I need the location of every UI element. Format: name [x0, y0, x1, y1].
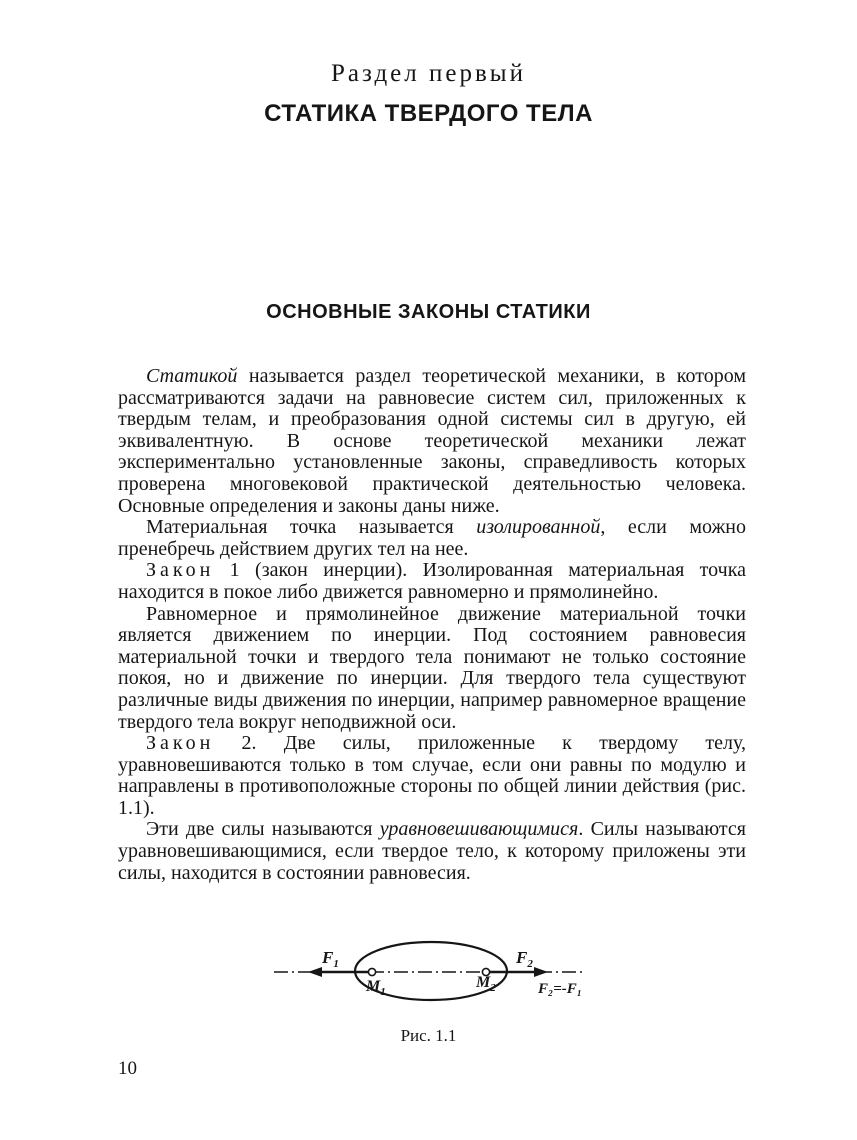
- law-1-label: Закон: [146, 559, 215, 582]
- paragraph-2-after: , если можно пренебречь действием других тел на нее.: [118, 516, 746, 560]
- point-m1: [368, 968, 375, 975]
- label-m2: $M_2$: [476, 974, 496, 994]
- body-text: [118, 366, 746, 884]
- label-m1: $M_1$: [366, 978, 386, 998]
- figure-1-1: [268, 935, 598, 1010]
- paragraph-law-2: [118, 733, 746, 819]
- label-f1: $F_1$: [322, 948, 339, 970]
- label-equation: F₂=-F₁: [538, 981, 583, 997]
- term-balancing: уравновешивающимися: [379, 818, 579, 841]
- paragraph-isolated-point: [118, 517, 746, 560]
- page-number: 10: [118, 1058, 137, 1079]
- paragraph-law-1: [118, 560, 746, 603]
- law-2-label: Закон: [146, 732, 215, 755]
- term-isolated: изолированной: [476, 516, 601, 539]
- section-label: Раздел первый: [331, 60, 526, 87]
- figure-caption: Рис. 1.1: [400, 1026, 457, 1045]
- paragraph-6-before: Эти две силы называются: [146, 818, 380, 841]
- paragraph-1-text: называется раздел теоретической механики, в котором рассматриваются задачи на равновесие систем сил, приложенных к твердым телам, и преобразования одной системы сил в другую, ей эквивалентную. В основе теоретической механики лежат экспериментально установленные законы, справедливость которых проверена многовековой практической деятельностью человека. Основные определения и законы даны ниже.: [118, 365, 746, 517]
- paragraph-balancing-forces: [118, 819, 746, 884]
- paragraph-2-before: Материальная точка называется: [146, 516, 477, 539]
- paragraph-4-text: Равномерное и прямолинейное движение материальной точки является движением по инерции. Под состоянием равновесия материальной точки и твердого тела понимают не только состояние покоя, но и движение по инерции. Для твердого тела существуют различные виды движения по инерции, например равномерное вращение твердого тела вокруг неподвижной оси.: [118, 602, 746, 733]
- force-f1-arrowhead: [308, 967, 322, 977]
- paragraph-statics-definition: [118, 366, 746, 517]
- label-f2: $F_2$: [516, 948, 533, 970]
- paragraph-inertia: [118, 604, 746, 734]
- part-title: СТАТИКА ТВЕРДОГО ТЕЛА: [264, 100, 593, 127]
- force-diagram: [268, 935, 598, 1010]
- force-f2-arrowhead: [534, 967, 548, 977]
- term-statics: Статикой: [146, 365, 238, 387]
- law-2-text: 2. Две силы, приложенные к твердому телу, уравновешиваются только в том случае, если они равны по модулю и направлены в противоположные стороны по общей линии действия (рис. 1.1).: [118, 732, 746, 819]
- paragraph-6-after: . Силы называются уравновешивающимися, если твердое тело, к которому приложены эти силы, находится в состоянии равновесия.: [118, 818, 746, 884]
- chapter-title: ОСНОВНЫЕ ЗАКОНЫ СТАТИКИ: [266, 301, 591, 323]
- law-1-text: 1 (закон инерции). Изолированная материальная точка находится в покое либо движется равномерно и прямолинейно.: [118, 559, 746, 603]
